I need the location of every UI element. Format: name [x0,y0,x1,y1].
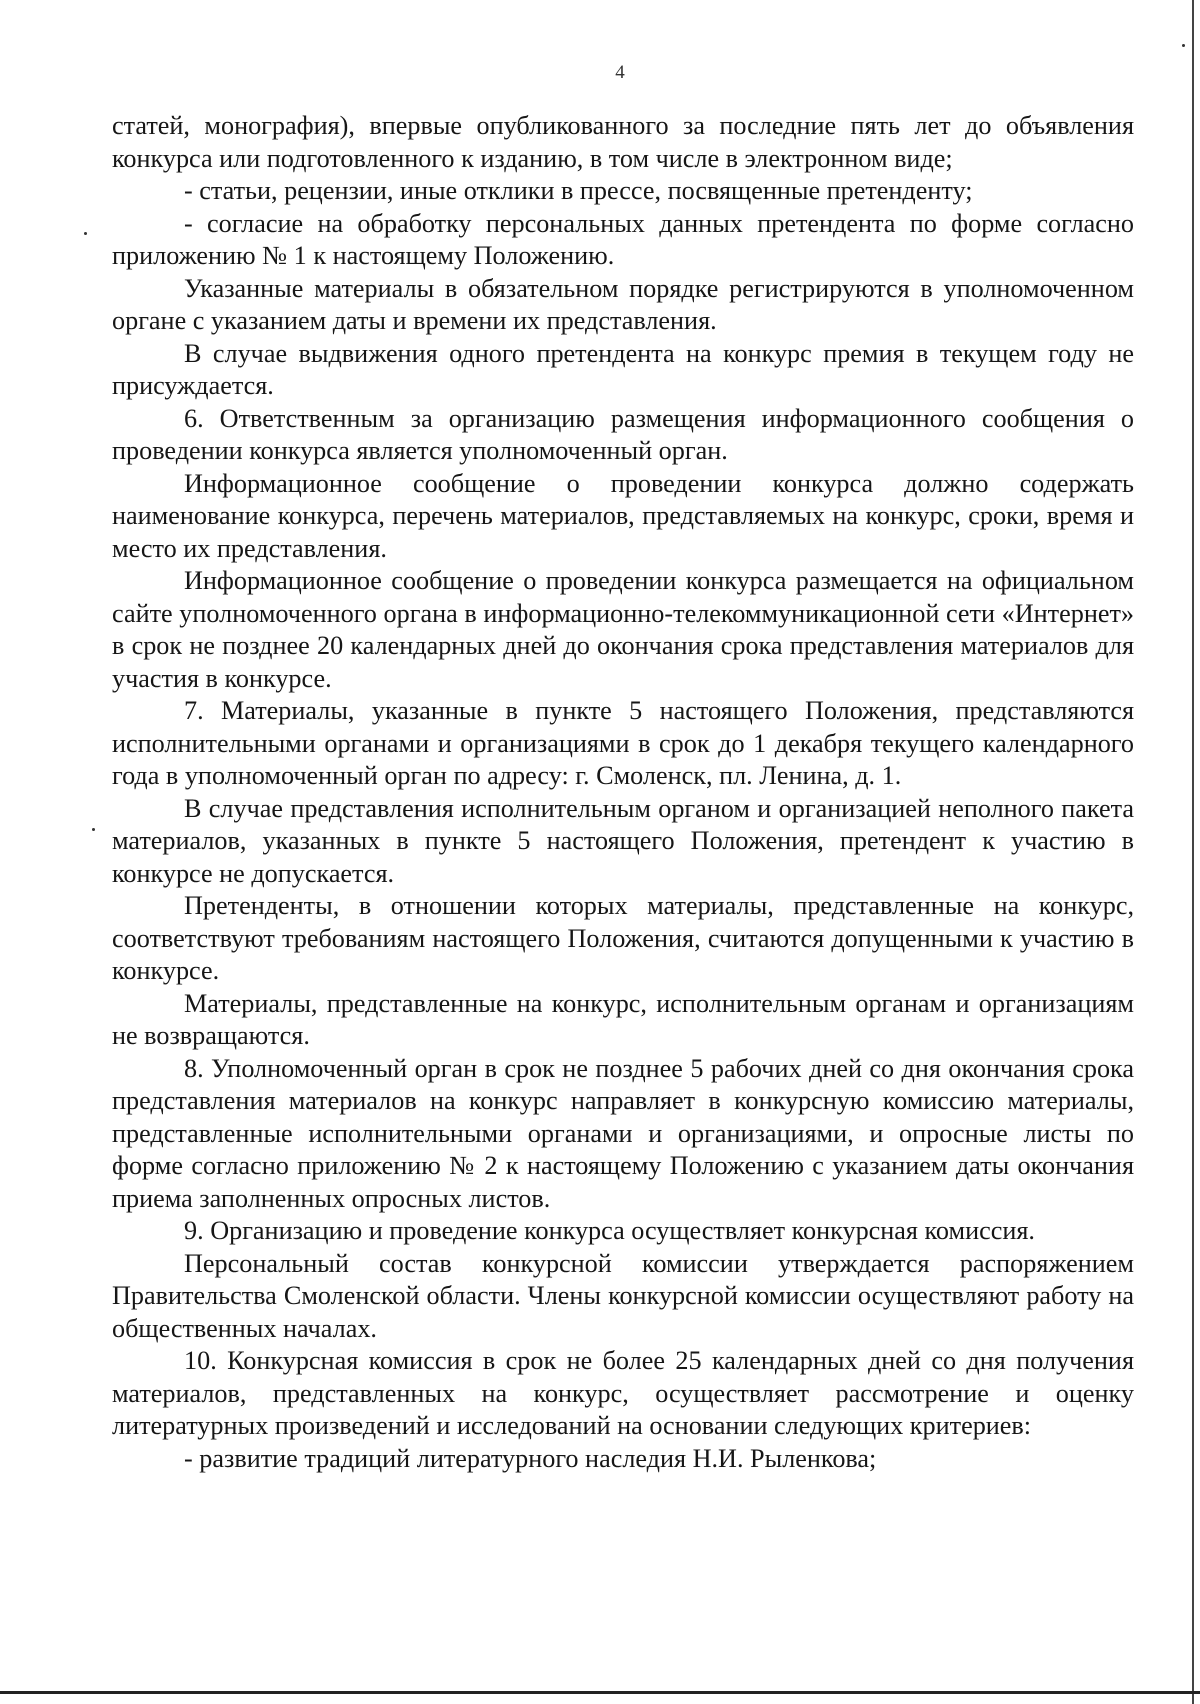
list-item-press-articles: - статьи, рецензии, иные отклики в прессе, посвященные претенденту; [184,176,973,205]
paragraph-materials-continued: статей, монография), впервые опубликованного за последние пять лет до объявления конкурса или подготовленного к изданию, в том числе в электронном виде; [112,111,1134,173]
scan-speck [1182,44,1185,47]
clause-10: 10. Конкурсная комиссия в срок не более 25 календарных дней со дня получения материалов, представленных на конкурс, осуществляет рассмотрение и оценку литературных произведений и исследований на основании следующих критериев: [112,1346,1134,1440]
paragraph-commission-composition: Персональный состав конкурсной комиссии утверждается распоряжением Правительства Смоленской области. Члены конкурсной комиссии осуществляют работу на общественных началах. [112,1248,1134,1343]
page-number: 4 [615,62,625,83]
paragraph-announcement-content: Информационное сообщение о проведении конкурса должно содержать наименование конкурса, перечень материалов, представляемых на конкурс, сроки, время и место их представления. [112,468,1134,563]
clause-6: 6. Ответственным за организацию размещения информационного сообщения о проведении конкурса является уполномоченный орган. [112,403,1134,465]
clause-9: 9. Организацию и проведение конкурса осуществляет конкурсная комиссия. [184,1216,1035,1245]
list-item-personal-data-consent: - согласие на обработку персональных данных претендента по форме согласно приложению № 1 к настоящему Положению. [112,208,1134,270]
paragraph-materials-not-returned: Материалы, представленные на конкурс, исполнительным органам и организациям не возвращаются. [112,988,1134,1050]
clause-8: 8. Уполномоченный орган в срок не позднее 5 рабочих дней со дня окончания срока представления материалов на конкурс направляет в конкурсную комиссию материалы, представленные исполнительными органами и организациями, и опросные листы по форме согласно приложению № 2 к настоящему Положению с указанием даты окончания приема заполненных опросных листов. [112,1053,1134,1213]
scan-bottom-line [0,1691,1200,1694]
paragraph-registration: Указанные материалы в обязательном порядке регистрируются в уполномоченном органе с указанием даты и времени их представления. [112,273,1134,335]
scan-edge-line [1192,0,1194,1704]
scan-speck [92,828,95,831]
scan-speck [84,232,87,235]
paragraph-incomplete-package: В случае представления исполнительным органом и организацией неполного пакета материалов, указанных в пункте 5 настоящего Положения, претендент к участию в конкурсе не допускается. [112,793,1134,888]
document-body [112,110,1134,1475]
paragraph-admitted-candidates: Претенденты, в отношении которых материалы, представленные на конкурс, соответствуют требованиям настоящего Положения, считаются допущенными к участию в конкурсе. [112,891,1134,985]
list-item-criterion-tradition: - развитие традиций литературного наследия Н.И. Рыленкова; [184,1443,877,1473]
clause-7: 7. Материалы, указанные в пункте 5 настоящего Положения, представляются исполнительными органами и организациями в срок до 1 декабря текущего календарного года в уполномоченный орган по адресу: г. Смоленск, пл. Ленина, д. 1. [112,696,1134,790]
paragraph-announcement-publication: Информационное сообщение о проведении конкурса размещается на официальном сайте уполномоченного органа в информационно-телекоммуникационной сети «Интернет» в срок не позднее 20 календарных дней до окончания срока представления материалов для участия в конкурсе. [112,566,1134,693]
paragraph-single-candidate: В случае выдвижения одного претендента на конкурс премия в текущем году не присуждается. [112,338,1134,400]
